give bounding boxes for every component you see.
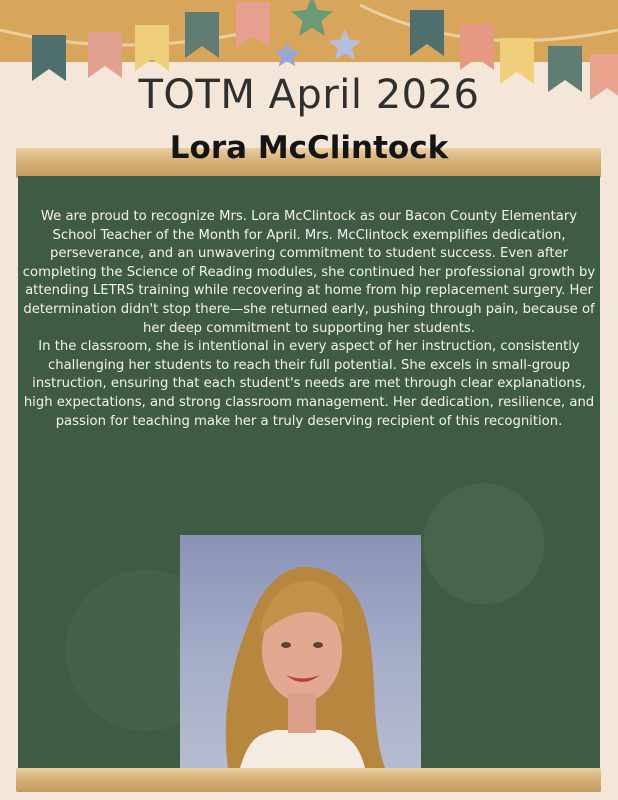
bunting-flag xyxy=(236,2,270,48)
star-icon xyxy=(274,41,301,66)
bunting-flag xyxy=(185,12,219,58)
portrait-illustration xyxy=(180,535,421,768)
message-paragraph-1: We are proud to recognize Mrs. Lora McClintock as our Bacon County Elementary School Teacher of the Month for April. Mrs. McClintock exemplifies dedication, perseverance, and an unwavering commitment to student success. Even after completing the Science of Reading modules, she continued her professional growth by attending LETRS training while recovering at home from hip replacement surgery. Her determination didn't stop there—she returned early, pushing through pain, because of her deep commitment to supporting her students. xyxy=(22,209,596,336)
recognition-message xyxy=(22,208,596,431)
bunting-flag xyxy=(135,25,169,71)
page-title: TOTM April 2026 xyxy=(138,72,480,118)
teacher-name: Lora McClintock xyxy=(169,130,449,166)
star-icon xyxy=(329,29,361,60)
star-icon xyxy=(291,0,333,36)
bunting-flag xyxy=(460,24,494,70)
bunting-flag xyxy=(410,10,444,56)
teacher-photo xyxy=(180,535,421,768)
message-paragraph-2: In the classroom, she is intentional in every aspect of her instruction, consistently challenging her students to reach their full potential. She excels in small-group instruction, ensuring that each student's needs are met through clear explanations, high expectations, and strong classroom management. Her dedication, resilience, and passion for teaching make her a truly deserving recipient of this recognition. xyxy=(23,339,595,429)
wood-ledge-bottom xyxy=(16,768,601,792)
